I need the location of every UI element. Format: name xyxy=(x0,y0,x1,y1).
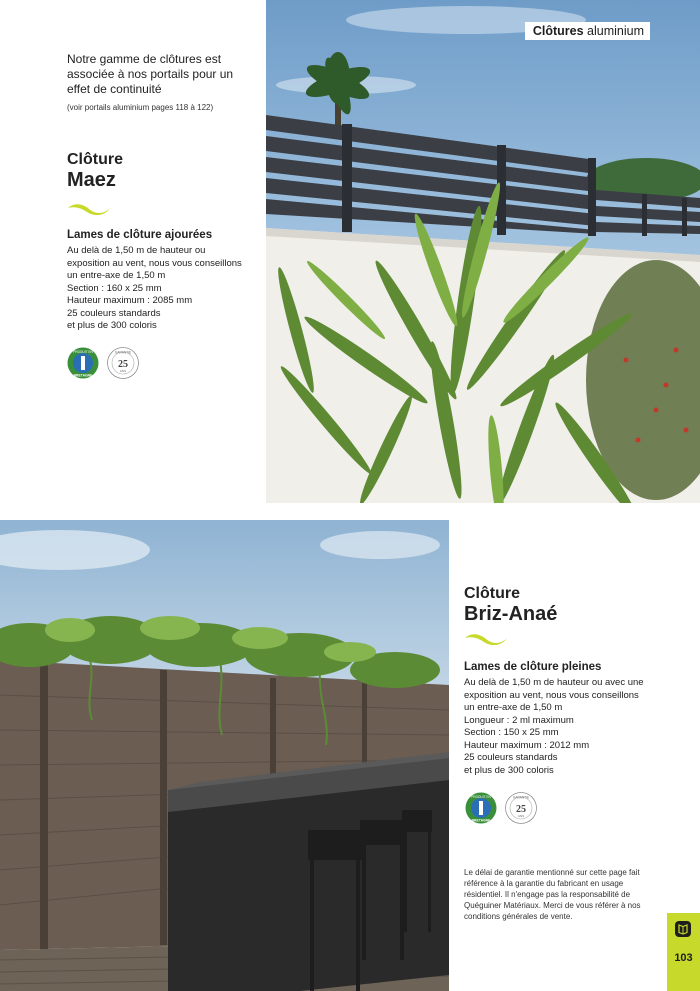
spec-line: Section : 160 x 25 mm xyxy=(67,282,162,294)
product-maez-subtitle: Lames de clôture ajourées xyxy=(67,229,213,241)
page-number: 103 xyxy=(674,952,693,964)
badge-made-in-bottom: BRETAGNE xyxy=(471,818,491,823)
accent-swoosh-icon xyxy=(67,202,111,216)
spec-line: exposition au vent, nous vous conseillons xyxy=(464,689,639,701)
spec-line: Hauteur maximum : 2012 mm xyxy=(464,739,590,751)
badge-guarantee-value: 25 xyxy=(118,359,128,370)
spec-line: un entre-axe de 1,50 m xyxy=(464,702,563,713)
warranty-disclaimer: Le délai de garantie mentionné sur cette page fait référence à la garantie du fabricant en usage résidentiel. Il n'engage pas la responsabilité de Quéguiner Matériaux. Merci de vous référer à nos conditions générales de vente. xyxy=(464,868,641,921)
spec-line: Longueur : 2 ml maximum xyxy=(464,714,574,726)
intro-text: Notre gamme de clôtures est associée à nos portails pour un effet de continuité xyxy=(67,52,234,96)
badge-made-in-top: PRODUIT EN xyxy=(471,795,491,799)
spec-line: un entre-axe de 1,50 m xyxy=(67,270,166,281)
product-briz-anae-title-small: Clôture xyxy=(464,585,520,602)
badge-guarantee-unit: ANS xyxy=(517,814,525,818)
product-briz-anae-subtitle: Lames de clôture pleines xyxy=(464,661,602,673)
product-maez-title-big: Maez xyxy=(67,169,116,191)
badge-guarantee-value: 25 xyxy=(516,804,526,815)
photo-fence-maez xyxy=(266,0,700,503)
badge-guarantee-top: GARANTIE xyxy=(114,350,132,355)
spec-line: et plus de 300 coloris xyxy=(464,764,554,776)
guarantee-badge-icon xyxy=(107,347,139,379)
product-maez-specs xyxy=(67,245,257,333)
section-tag-rest: aluminium xyxy=(583,24,644,38)
product-maez-title-small: Clôture xyxy=(67,151,123,168)
accent-swoosh-icon xyxy=(464,632,508,646)
made-in-bretagne-badge-icon xyxy=(465,792,497,824)
made-in-bretagne-badge-icon xyxy=(67,347,99,379)
product-briz-anae-title-big: Briz-Anaé xyxy=(464,603,558,625)
spec-line: Hauteur maximum : 2085 mm xyxy=(67,295,193,306)
spec-line: Au delà de 1,50 m de hauteur ou xyxy=(67,245,206,256)
photo-fence-briz-anae xyxy=(0,520,449,991)
spec-line: 25 couleurs standards xyxy=(464,752,558,763)
product-briz-anae-specs xyxy=(464,677,664,777)
spec-line: exposition au vent, nous vous conseillons xyxy=(67,257,242,269)
spec-line: Section : 150 x 25 mm xyxy=(464,727,559,738)
badge-made-in-bottom: BRETAGNE xyxy=(73,373,93,378)
product-maez-title xyxy=(67,151,123,191)
product-briz-anae-title xyxy=(464,585,557,625)
badge-guarantee-top: GARANTIE xyxy=(512,795,530,800)
section-tag-bold: Clôtures xyxy=(532,24,584,38)
book-icon xyxy=(674,920,692,938)
badge-guarantee-unit: ANS xyxy=(119,369,127,373)
section-tag xyxy=(525,22,650,40)
spec-line: Au delà de 1,50 m de hauteur ou avec une xyxy=(464,677,644,688)
badge-made-in-top: PRODUIT EN xyxy=(73,350,93,354)
spec-line: 25 couleurs standards xyxy=(67,307,161,319)
guarantee-badge-icon xyxy=(505,792,537,824)
spec-line: et plus de 300 coloris xyxy=(67,320,157,331)
intro-reference: (voir portails aluminium pages 118 à 122) xyxy=(67,103,214,112)
